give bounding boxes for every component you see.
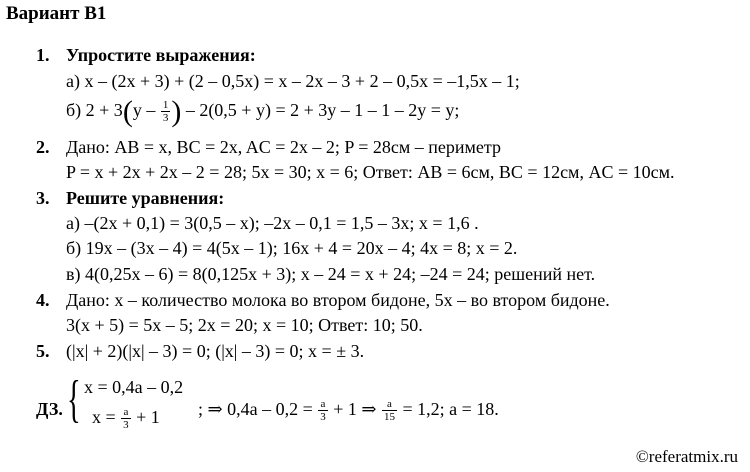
task1-part-a: а) x – (2x + 3) + (2 – 0,5x) = x – 2x – 3 + 2 – 0,5x = –1,5x – 1; bbox=[66, 71, 520, 91]
task1-b-fraction: $\frac{1}{3}$ bbox=[162, 99, 169, 125]
task5-number: 5. bbox=[36, 341, 50, 361]
task3-part-a: а) –(2x + 0,1) = 3(0,5 – x); –2x – 0,1 = 1,5 – 3x; x = 1,6 . bbox=[66, 213, 479, 233]
task4-number: 4. bbox=[36, 290, 50, 310]
task3-heading: Решите уравнения: bbox=[66, 188, 225, 208]
homework-label: ДЗ. bbox=[36, 399, 63, 419]
task1-number: 1. bbox=[36, 45, 50, 65]
task1-b-rest: – 2(0,5 + y) = 2 + 3y – 1 – 1 – 2y = y; bbox=[185, 100, 460, 120]
task1-b-prefix: б) 2 + 3 bbox=[66, 100, 123, 120]
task4-line2: 3(x + 5) = 5x – 5; 2x = 20; x = 10; Ответ: 10; 50. bbox=[66, 315, 423, 335]
task3-part-c: в) 4(0,25x – 6) = 8(0,125x + 3); x – 24 = x + 24; –24 = 24; решений нет. bbox=[66, 264, 596, 284]
page-title: Вариант В1 bbox=[6, 3, 107, 24]
task2-number: 2. bbox=[36, 137, 50, 157]
task2-line2: P = x + 2x + 2x – 2 = 28; 5x = 30; x = 6; Ответ: AB = 6см, BC = 12см, AC = 10см. bbox=[66, 162, 675, 182]
task3-part-b: б) 19x – (3x – 4) = 4(5x – 1); 16x + 4 = 20x – 4; 4x = 8; x = 2. bbox=[66, 238, 518, 258]
task2-line1: Дано: AB = x, BC = 2x, AC = 2x – 2; P = 28см – периметр bbox=[66, 137, 501, 157]
task1-heading: Упростите выражения: bbox=[66, 45, 256, 65]
task4-line1: Дано: x – количество молока во втором бидоне, 5x – во втором бидоне. bbox=[66, 290, 610, 310]
homework-solution: ; ⇒ 0,4a – 0,2 = $\frac{a}{3}$ + 1 ⇒ $\frac{a}{15}$ = 1,2; a = 18. bbox=[198, 398, 499, 424]
system-equation-2: x = $\frac{a}{3}$ + 1 bbox=[92, 406, 160, 432]
system-brace: { bbox=[67, 371, 81, 428]
task1-part-b: б) 2 + 3(y – $\frac{1}{3}$ ) – 2(0,5 + y) = 2 + 3y – 1 – 1 – 2y = y; bbox=[66, 95, 460, 128]
watermark: ©referatmix.ru bbox=[635, 447, 738, 466]
system-equation-1: x = 0,4a – 0,2 bbox=[84, 377, 184, 397]
task5-line: (|x| + 2)(|x| – 3) = 0; (|x| – 3) = 0; x = ± 3. bbox=[66, 341, 365, 361]
task1-b-inner: y – bbox=[132, 100, 156, 120]
task3-number: 3. bbox=[36, 188, 50, 208]
